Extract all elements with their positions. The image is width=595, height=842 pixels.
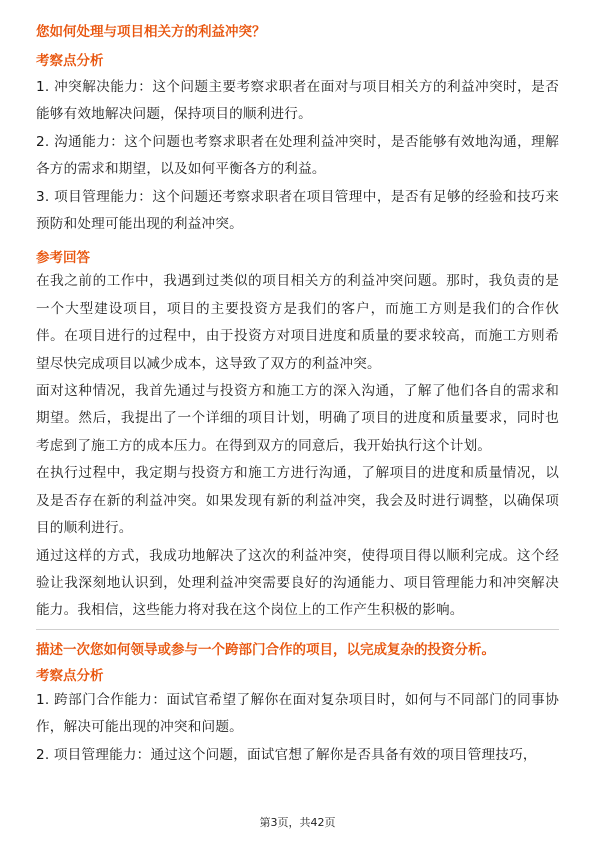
section-divider — [36, 629, 559, 630]
answer-paragraph: 面对这种情况，我首先通过与投资方和施工方的深入沟通，了解了他们各自的需求和期望。然后，我提出了一个详细的项目计划，明确了项目的进度和质量要求，同时也考虑到了施工方的成本压力。在得到双方的同意后，我开始执行这个计划。 — [36, 383, 559, 454]
analysis-item: 2. 沟通能力：这个问题也考察求职者在处理利益冲突时，是否能够有效地沟通，理解各方的需求和期望，以及如何平衡各方的利益。 — [36, 133, 559, 178]
question-1-analysis-heading: 考察点分析 — [36, 53, 104, 69]
question-1-title: 您如何处理与项目相关方的利益冲突？ — [36, 24, 266, 40]
answer-paragraph: 通过这样的方式，我成功地解决了这次的利益冲突，使得项目得以顺利完成。这个经验让我深刻地认识到，处理利益冲突需要良好的沟通能力、项目管理能力和冲突解决能力。我相信，这些能力将对我在这个岗位上的工作产生积极的影响。 — [36, 547, 559, 619]
page-number: 第3页，共42页 — [259, 816, 336, 829]
page-content — [36, 22, 559, 769]
analysis-item: 3. 项目管理能力：这个问题还考察求职者在项目管理中，是否有足够的经验和技巧来预防和处理可能出现的利益冲突。 — [36, 188, 559, 233]
question-2-title: 描述一次您如何领导或参与一个跨部门合作的项目，以完成复杂的投资分析。 — [36, 641, 495, 658]
analysis-item: 2. 项目管理能力：通过这个问题，面试官想了解你是否具备有效的项目管理技巧， — [36, 746, 537, 763]
analysis-item: 1. 冲突解决能力：这个问题主要考察求职者在面对与项目相关方的利益冲突时，是否能够有效地解决问题，保持项目的顺利进行。 — [36, 79, 559, 123]
question-2-analysis-heading: 考察点分析 — [36, 667, 104, 684]
analysis-item: 1. 跨部门合作能力：面试官希望了解你在面对复杂项目时，如何与不同部门的同事协作，解决可能出现的冲突和问题。 — [36, 691, 559, 736]
question-1-answer-heading: 参考回答 — [36, 250, 90, 267]
answer-paragraph: 在我之前的工作中，我遇到过类似的项目相关方的利益冲突问题。那时，我负责的是一个大型建设项目，项目的主要投资方是我们的客户，而施工方则是我们的合作伙伴。在项目进行的过程中，由于投资方对项目进度和质量的要求较高，而施工方则希望尽快完成项目以减少成本，这导致了双方的利益冲突。 — [36, 273, 559, 372]
answer-paragraph: 在执行过程中，我定期与投资方和施工方进行沟通，了解项目的进度和质量情况，以及是否存在新的利益冲突。如果发现有新的利益冲突，我会及时进行调整，以确保项目的顺利进行。 — [36, 465, 559, 537]
